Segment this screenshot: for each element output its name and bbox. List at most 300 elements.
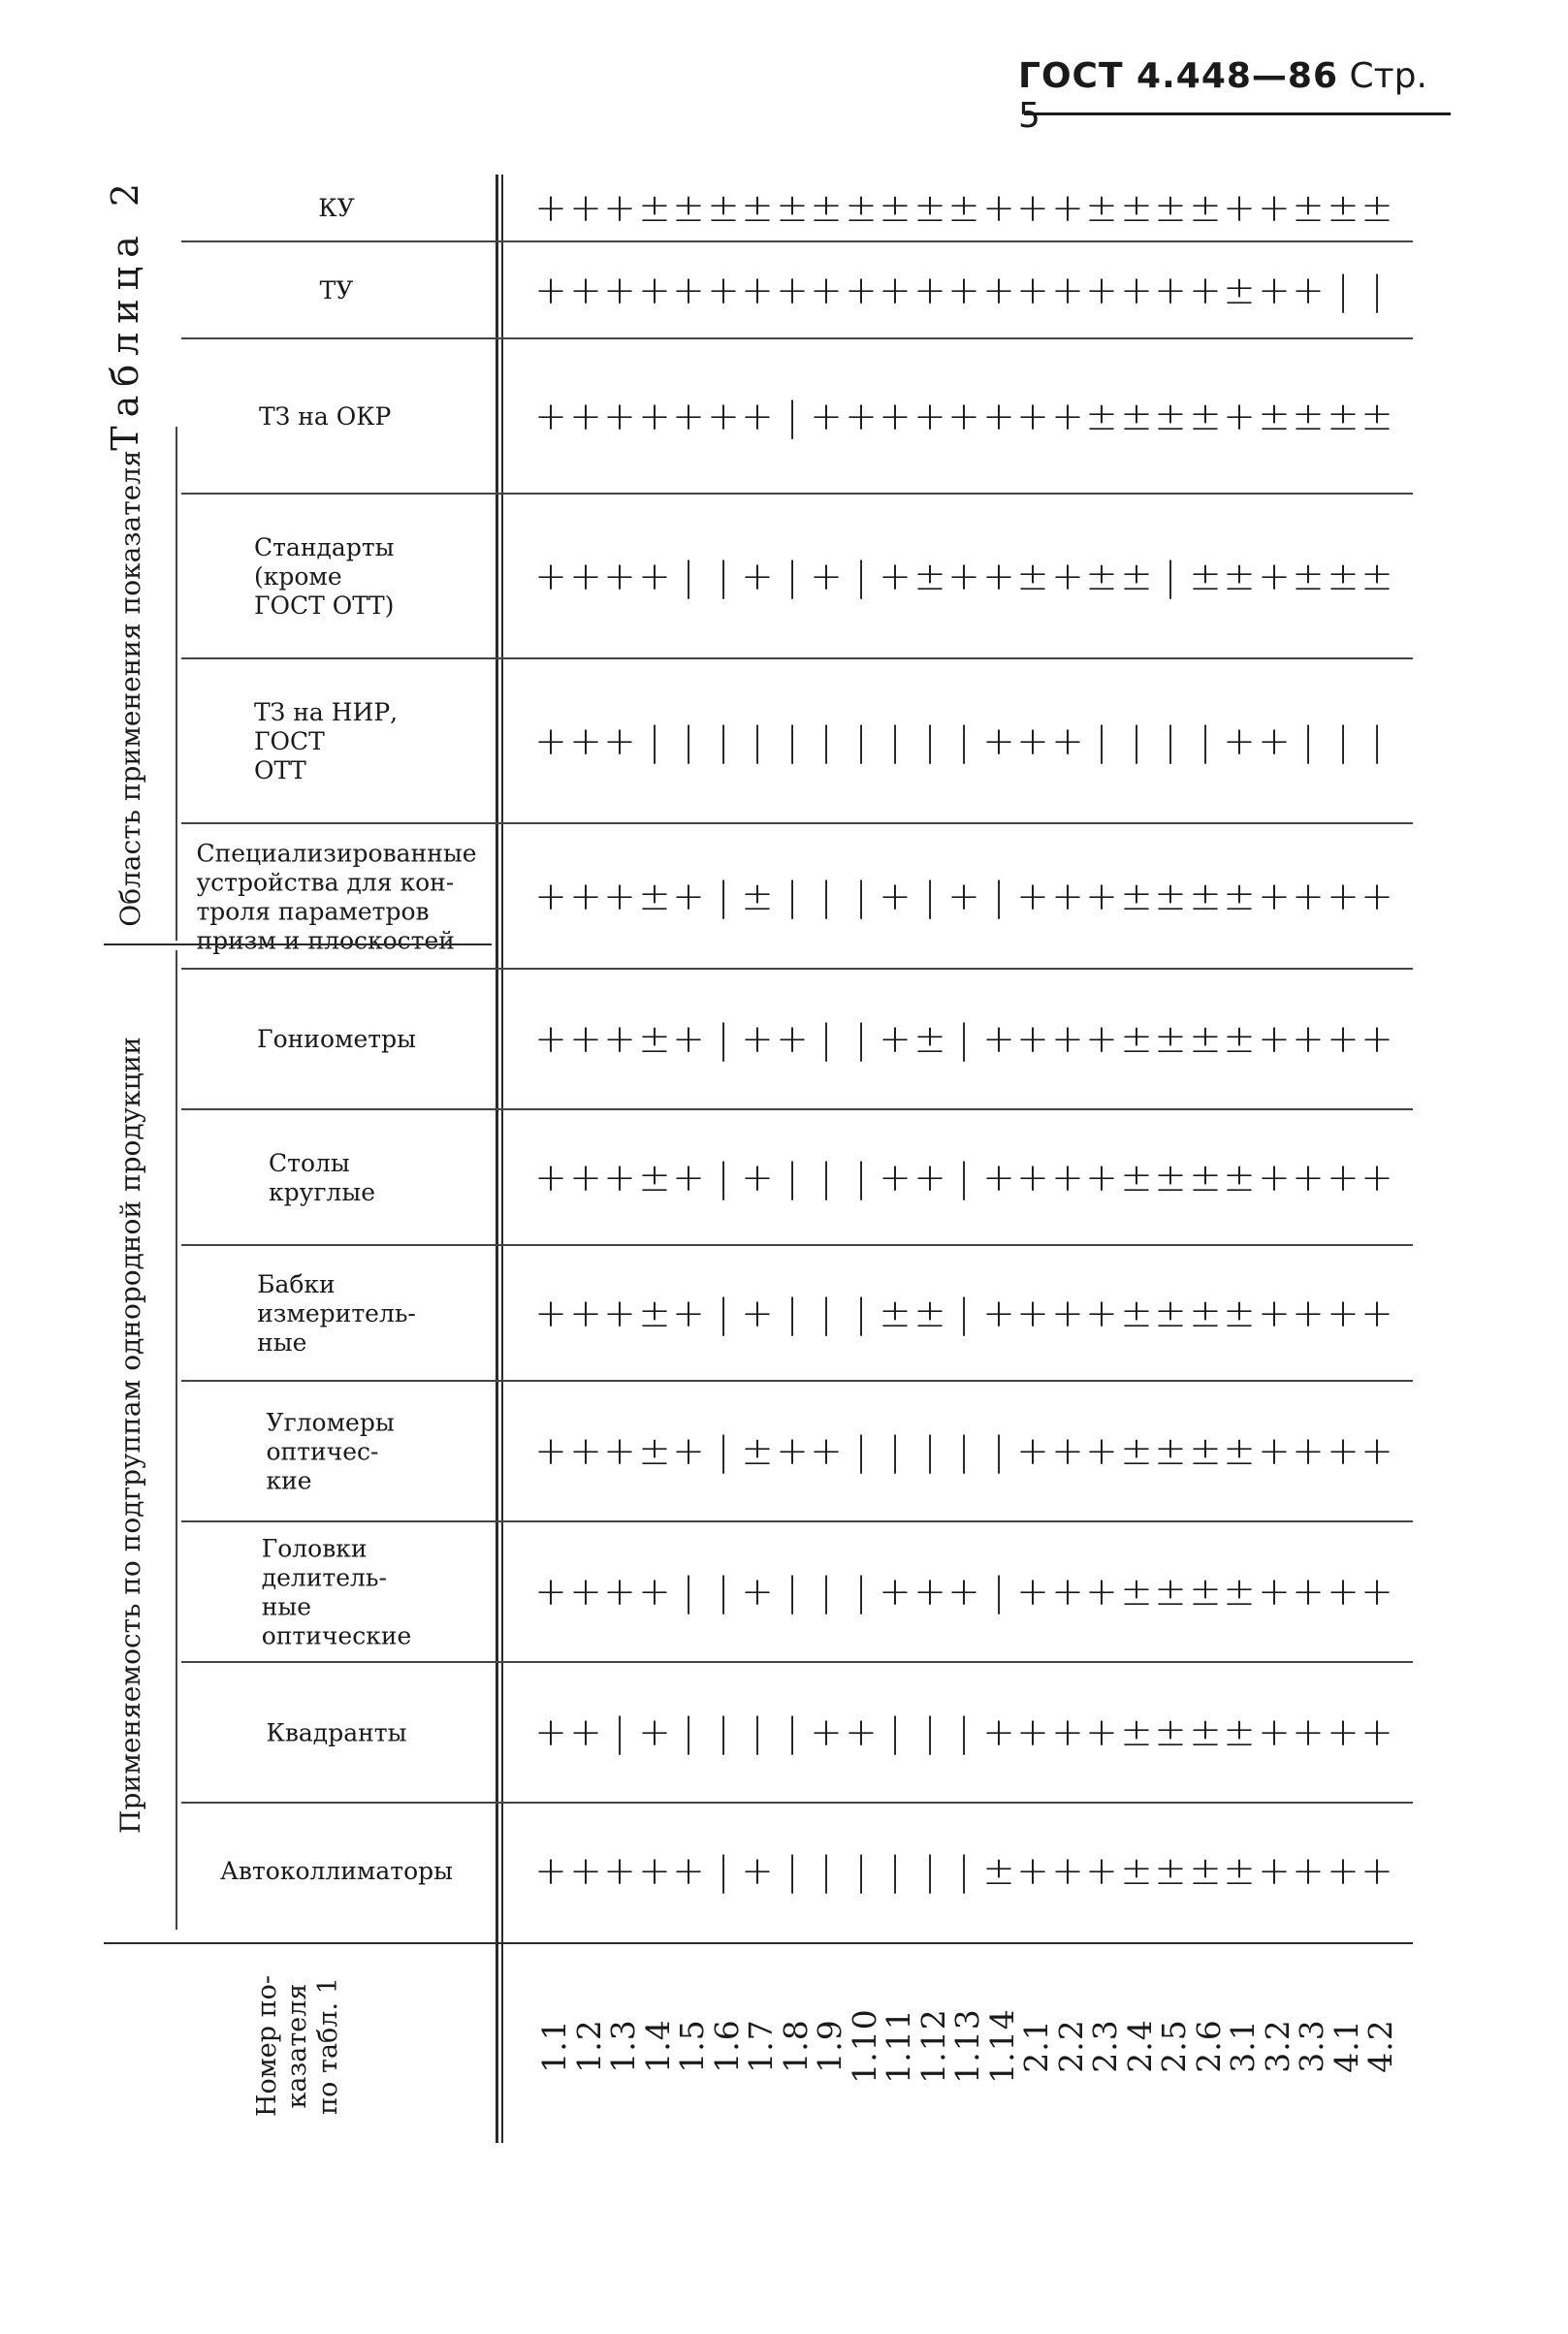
mark-cell: +: [810, 269, 843, 313]
mark-cell: +: [981, 1156, 1015, 1200]
number-column-divider: [104, 1942, 1413, 1944]
mark-cell: +: [672, 1017, 705, 1063]
mark-cell: ±: [1223, 1429, 1256, 1475]
mark-cell: +: [672, 269, 705, 313]
mark-cell: ±: [1119, 186, 1153, 231]
mark-cell: |: [957, 1849, 971, 1894]
mark-cell: |: [716, 1292, 730, 1336]
mark-cell: +: [1016, 1849, 1049, 1894]
mark-cell: ±: [912, 555, 946, 599]
group-header-scope: Область применения показателя: [114, 450, 146, 927]
group-products-rule: [176, 950, 177, 1930]
column-header-text-golov: Головки делитель- ные оптические: [261, 1534, 412, 1650]
mark-cell: +: [810, 395, 843, 439]
mark-cell: |: [853, 1570, 868, 1615]
mark-cell: +: [844, 395, 878, 439]
mark-cell: |: [957, 1017, 971, 1063]
mark-cell: |: [751, 1711, 764, 1756]
standard-number: ГОСТ 4.448—86: [1018, 56, 1339, 96]
mark-cell: +: [879, 395, 912, 439]
row-code: 2.6: [1189, 2019, 1228, 2073]
mark-cell: |: [819, 875, 833, 919]
mark-cell: +: [1360, 1429, 1393, 1475]
mark-cell: +: [706, 269, 740, 313]
mark-cell: +: [534, 1570, 567, 1615]
mark-cell: +: [534, 269, 567, 313]
mark-cell: +: [1326, 1017, 1360, 1063]
mark-cell: ±: [912, 186, 946, 231]
mark-cell: |: [784, 719, 799, 764]
mark-cell: +: [879, 1156, 912, 1200]
mark-cell: |: [819, 1849, 833, 1894]
mark-cell: ±: [1119, 1429, 1153, 1475]
mark-cell: ±: [706, 186, 740, 231]
column-header-text-auto: Автоколлиматоры: [219, 1857, 454, 1885]
mark-cell: +: [1292, 1156, 1325, 1200]
mark-cell: +: [912, 1156, 946, 1200]
mark-cell: +: [1223, 395, 1256, 439]
mark-cell: +: [1085, 1017, 1118, 1063]
mark-cell: +: [1360, 1156, 1393, 1200]
mark-cell: ±: [1360, 186, 1393, 231]
mark-cell: +: [1360, 1849, 1393, 1894]
mark-cell: |: [682, 555, 695, 599]
column-header-text-gonio: Гониометры: [257, 1025, 416, 1054]
mark-cell: +: [534, 555, 567, 599]
mark-cell: ±: [1154, 1017, 1187, 1063]
mark-cell: +: [741, 1156, 774, 1200]
mark-cell: ±: [1360, 555, 1393, 599]
mark-cell: +: [947, 1570, 980, 1615]
mark-cell: +: [1050, 395, 1084, 439]
mark-cell: +: [981, 555, 1015, 599]
mark-cell: +: [1257, 1292, 1291, 1336]
mark-cell: |: [716, 1570, 730, 1615]
table-title: Таблица 2: [104, 175, 146, 451]
mark-cell: +: [775, 1429, 809, 1475]
mark-cell: ±: [1154, 875, 1187, 919]
mark-cell: |: [853, 1429, 868, 1475]
mark-cell: +: [981, 269, 1015, 313]
mark-cell: ±: [637, 1017, 671, 1063]
mark-cell: |: [991, 1570, 1006, 1615]
mark-cell: ±: [1223, 1017, 1256, 1063]
mark-cell: |: [853, 1292, 868, 1336]
mark-cell: +: [1257, 719, 1291, 764]
mark-cell: +: [637, 1711, 671, 1756]
mark-cell: +: [603, 1017, 636, 1063]
mark-cell: +: [1257, 555, 1291, 599]
mark-cell: ±: [1119, 1156, 1153, 1200]
mark-cell: +: [603, 555, 636, 599]
mark-cell: +: [741, 1849, 774, 1894]
mark-cell: ±: [672, 186, 705, 231]
mark-cell: ±: [1188, 1429, 1222, 1475]
row-code: 3.2: [1258, 2019, 1296, 2073]
mark-cell: +: [1292, 1711, 1325, 1756]
mark-cell: ±: [1119, 555, 1153, 599]
mark-cell: +: [603, 719, 636, 764]
mark-cell: +: [1050, 719, 1084, 764]
mark-cell: +: [741, 1017, 774, 1063]
row-code: 1.12: [913, 2008, 952, 2084]
row-code: 1.14: [982, 2008, 1021, 2084]
mark-cell: |: [819, 1570, 833, 1615]
header-bottom-rule: [496, 175, 498, 2143]
mark-cell: ±: [1154, 1849, 1187, 1894]
column-divider: [181, 493, 1413, 495]
mark-cell: ±: [1292, 555, 1325, 599]
mark-cell: ±: [1223, 1849, 1256, 1894]
group-header-products: Применяемость по подгруппам однородной продукции: [114, 1037, 146, 1834]
mark-cell: +: [775, 1017, 809, 1063]
mark-cell: ±: [741, 875, 774, 919]
mark-cell: ±: [810, 186, 843, 231]
mark-cell: +: [534, 1849, 567, 1894]
row-code: 1.9: [811, 2019, 848, 2073]
mark-cell: +: [912, 269, 946, 313]
column-header-golov: [181, 1522, 492, 1663]
mark-cell: |: [922, 1849, 937, 1894]
mark-cell: +: [775, 269, 809, 313]
mark-cell: |: [716, 1156, 730, 1200]
mark-cell: +: [1292, 269, 1325, 313]
mark-cell: ±: [637, 875, 671, 919]
mark-cell: +: [741, 269, 774, 313]
mark-cell: +: [568, 1429, 602, 1475]
mark-cell: ±: [879, 1292, 912, 1336]
mark-cell: +: [912, 1570, 946, 1615]
mark-cell: |: [957, 1292, 971, 1336]
mark-cell: +: [603, 1156, 636, 1200]
mark-cell: +: [1257, 1017, 1291, 1063]
mark-cell: ±: [1016, 555, 1049, 599]
column-header-gonio: [181, 970, 492, 1110]
mark-cell: |: [1198, 719, 1212, 764]
mark-cell: +: [672, 1429, 705, 1475]
mark-cell: +: [568, 269, 602, 313]
mark-cell: ±: [1223, 269, 1256, 313]
row-code: 2.3: [1086, 2019, 1124, 2073]
mark-cell: +: [1154, 269, 1187, 313]
mark-cell: |: [957, 719, 971, 764]
mark-cell: +: [534, 1017, 567, 1063]
mark-cell: ±: [1188, 1156, 1222, 1200]
row-code: 2.4: [1120, 2019, 1159, 2073]
mark-cell: +: [603, 269, 636, 313]
column-header-text-spec: Специализированные устройства для кон- троля параметров призм и плоскостей: [196, 839, 477, 954]
mark-cell: +: [637, 1570, 671, 1615]
row-code: 1.7: [742, 2019, 780, 2073]
mark-cell: +: [981, 1017, 1015, 1063]
mark-cell: ±: [1326, 395, 1360, 439]
row-code: 1.4: [638, 2019, 677, 2073]
mark-cell: +: [1085, 1292, 1118, 1336]
mark-cell: +: [1257, 875, 1291, 919]
mark-cell: +: [568, 1570, 602, 1615]
mark-cell: |: [716, 1429, 730, 1475]
mark-cell: +: [1016, 719, 1049, 764]
column-header-text-tz_nir: ТЗ на НИР, ГОСТ ОТТ: [254, 698, 399, 784]
mark-cell: +: [534, 875, 567, 919]
mark-cell: +: [568, 1292, 602, 1336]
mark-cell: +: [1016, 1711, 1049, 1756]
mark-cell: ±: [1292, 186, 1325, 231]
row-code: 2.2: [1051, 2019, 1090, 2073]
mark-cell: +: [603, 186, 636, 231]
mark-cell: +: [603, 395, 636, 439]
row-code: 1.13: [948, 2008, 986, 2084]
mark-cell: +: [1257, 186, 1291, 231]
mark-cell: +: [1050, 1017, 1084, 1063]
mark-cell: +: [568, 1156, 602, 1200]
mark-cell: ±: [1085, 186, 1118, 231]
mark-cell: ±: [1360, 395, 1393, 439]
mark-cell: +: [568, 719, 602, 764]
data-table: [104, 175, 1413, 2143]
group-scope-rule: [176, 427, 177, 941]
mark-cell: +: [1223, 186, 1256, 231]
mark-cell: |: [716, 875, 730, 919]
mark-cell: +: [534, 395, 567, 439]
row-code: 1.1: [535, 2019, 573, 2073]
row-code: 3.3: [1293, 2019, 1330, 2073]
mark-cell: |: [888, 1849, 902, 1894]
mark-cell: |: [1335, 269, 1350, 313]
mark-cell: +: [1016, 1017, 1049, 1063]
column-header-text-uglom: Угломеры оптичес- кие: [266, 1408, 395, 1495]
mark-cell: +: [741, 1292, 774, 1336]
mark-cell: +: [1257, 1156, 1291, 1200]
column-header-babki: [181, 1246, 492, 1382]
mark-cell: +: [637, 395, 671, 439]
mark-cell: +: [603, 1292, 636, 1336]
mark-cell: +: [568, 1849, 602, 1894]
mark-cell: ±: [912, 1017, 946, 1063]
mark-cell: ±: [1154, 1711, 1187, 1756]
column-header-auto: [181, 1804, 492, 1939]
column-divider: [181, 240, 1413, 242]
mark-cell: +: [568, 555, 602, 599]
mark-cell: +: [1016, 1570, 1049, 1615]
mark-cell: |: [819, 1017, 833, 1063]
mark-cell: +: [1292, 1570, 1325, 1615]
mark-cell: ±: [1188, 186, 1222, 231]
mark-cell: |: [888, 1429, 902, 1475]
column-header-stand: [181, 495, 492, 659]
mark-cell: ±: [1188, 1849, 1222, 1894]
mark-cell: |: [819, 1292, 833, 1336]
mark-cell: ±: [981, 1849, 1015, 1894]
mark-cell: +: [1257, 1849, 1291, 1894]
mark-cell: |: [716, 555, 730, 599]
mark-cell: +: [1085, 1711, 1118, 1756]
mark-cell: +: [1360, 1017, 1393, 1063]
mark-cell: +: [1050, 1429, 1084, 1475]
mark-cell: +: [1257, 1570, 1291, 1615]
mark-cell: +: [1326, 1849, 1360, 1894]
page-number: Стр. 5: [1018, 56, 1427, 136]
row-code: 4.2: [1361, 2019, 1399, 2073]
mark-cell: ±: [741, 1429, 774, 1475]
mark-cell: |: [613, 1711, 626, 1756]
mark-cell: +: [1360, 1711, 1393, 1756]
mark-cell: +: [741, 555, 774, 599]
column-header-uglom: [181, 1382, 492, 1522]
mark-cell: |: [784, 875, 799, 919]
mark-cell: +: [981, 186, 1015, 231]
mark-cell: |: [1095, 719, 1108, 764]
mark-cell: |: [647, 719, 661, 764]
mark-cell: ±: [1326, 555, 1360, 599]
column-header-stoly: [181, 1110, 492, 1246]
mark-cell: ±: [1188, 1711, 1222, 1756]
mark-cell: +: [1016, 269, 1049, 313]
mark-cell: +: [1360, 875, 1393, 919]
mark-cell: |: [784, 1849, 799, 1894]
mark-cell: |: [853, 1849, 868, 1894]
number-column-header: [104, 1949, 492, 2143]
column-divider: [181, 337, 1413, 339]
header-bottom-rule-2: [501, 175, 503, 2143]
mark-cell: +: [1050, 1292, 1084, 1336]
mark-cell: +: [568, 1711, 602, 1756]
column-divider: [181, 1108, 1413, 1110]
mark-cell: +: [947, 269, 980, 313]
mark-cell: |: [1335, 719, 1350, 764]
mark-cell: |: [682, 1570, 695, 1615]
mark-cell: ±: [1223, 555, 1256, 599]
mark-cell: +: [1016, 1156, 1049, 1200]
mark-cell: ±: [1085, 395, 1118, 439]
mark-cell: +: [1085, 1156, 1118, 1200]
mark-cell: |: [888, 719, 902, 764]
column-divider: [181, 1802, 1413, 1804]
mark-cell: ±: [775, 186, 809, 231]
mark-cell: +: [1085, 1570, 1118, 1615]
mark-cell: |: [784, 1156, 799, 1200]
mark-cell: |: [957, 1711, 971, 1756]
mark-cell: ±: [1223, 1292, 1256, 1336]
column-header-text-stoly: Столы круглые: [269, 1149, 376, 1206]
mark-cell: ±: [637, 186, 671, 231]
column-header-text-ku: КУ: [318, 194, 355, 222]
column-divider: [181, 1380, 1413, 1382]
number-column-header-text: Номер по- казателя по табл. 1: [252, 1974, 343, 2118]
mark-cell: +: [672, 1156, 705, 1200]
mark-cell: +: [1257, 269, 1291, 313]
mark-cell: +: [947, 875, 980, 919]
mark-cell: +: [706, 395, 740, 439]
mark-cell: |: [853, 555, 868, 599]
mark-cell: |: [853, 719, 868, 764]
mark-cell: +: [879, 555, 912, 599]
mark-cell: +: [1257, 1711, 1291, 1756]
column-header-tu: [181, 242, 492, 339]
mark-cell: +: [672, 395, 705, 439]
mark-cell: +: [844, 1711, 878, 1756]
mark-cell: +: [810, 1711, 843, 1756]
column-header-text-stand: Стандарты (кроме ГОСТ ОТТ): [254, 533, 395, 620]
mark-cell: +: [1292, 1429, 1325, 1475]
mark-cell: +: [1085, 875, 1118, 919]
mark-cell: +: [1119, 269, 1153, 313]
mark-cell: +: [1016, 1429, 1049, 1475]
mark-cell: ±: [1154, 186, 1187, 231]
mark-cell: +: [534, 1156, 567, 1200]
mark-cell: +: [534, 1292, 567, 1336]
mark-cell: +: [1360, 1292, 1393, 1336]
column-header-ku: [181, 175, 492, 242]
mark-cell: +: [1292, 1292, 1325, 1336]
row-code: 2.1: [1017, 2019, 1055, 2073]
mark-cell: |: [819, 1156, 833, 1200]
mark-cell: +: [672, 875, 705, 919]
mark-cell: ±: [1223, 1570, 1256, 1615]
mark-cell: +: [1326, 1156, 1360, 1200]
mark-cell: |: [784, 555, 799, 599]
mark-cell: |: [1164, 719, 1177, 764]
mark-cell: |: [1164, 555, 1177, 599]
column-header-tz_okr: [181, 339, 492, 495]
mark-cell: +: [568, 395, 602, 439]
mark-cell: +: [879, 1570, 912, 1615]
mark-cell: |: [1301, 719, 1315, 764]
row-code: 1.3: [604, 2019, 642, 2073]
column-divider: [181, 968, 1413, 970]
mark-cell: ±: [1223, 1711, 1256, 1756]
mark-cell: +: [603, 1849, 636, 1894]
mark-cell: |: [991, 875, 1006, 919]
mark-cell: ±: [637, 1292, 671, 1336]
mark-cell: +: [1050, 269, 1084, 313]
mark-cell: |: [853, 1017, 868, 1063]
mark-cell: ±: [1188, 1570, 1222, 1615]
column-header-text-tz_okr: ТЗ на ОКР: [259, 402, 392, 431]
mark-cell: ±: [1223, 875, 1256, 919]
mark-cell: ±: [1154, 1156, 1187, 1200]
mark-cell: |: [784, 395, 799, 439]
mark-cell: ±: [1223, 1156, 1256, 1200]
row-code: 1.6: [707, 2019, 746, 2073]
mark-cell: +: [981, 1292, 1015, 1336]
mark-cell: ±: [1188, 875, 1222, 919]
mark-cell: ±: [1085, 555, 1118, 599]
mark-cell: +: [844, 269, 878, 313]
mark-cell: |: [682, 719, 695, 764]
mark-cell: |: [784, 1570, 799, 1615]
mark-cell: ±: [1188, 1292, 1222, 1336]
mark-cell: |: [922, 719, 937, 764]
mark-cell: |: [1370, 269, 1384, 313]
mark-cell: +: [1050, 1156, 1084, 1200]
mark-cell: |: [853, 875, 868, 919]
mark-cell: +: [637, 1849, 671, 1894]
column-header-spec: [181, 824, 492, 970]
mark-cell: +: [981, 395, 1015, 439]
mark-cell: +: [912, 395, 946, 439]
row-code: 2.5: [1155, 2019, 1193, 2073]
mark-cell: +: [879, 269, 912, 313]
mark-cell: ±: [912, 1292, 946, 1336]
mark-cell: ±: [1292, 395, 1325, 439]
mark-cell: +: [1016, 875, 1049, 919]
mark-cell: |: [751, 719, 764, 764]
mark-cell: ±: [1257, 395, 1291, 439]
mark-cell: ±: [1326, 186, 1360, 231]
mark-cell: +: [534, 1711, 567, 1756]
mark-cell: +: [603, 875, 636, 919]
